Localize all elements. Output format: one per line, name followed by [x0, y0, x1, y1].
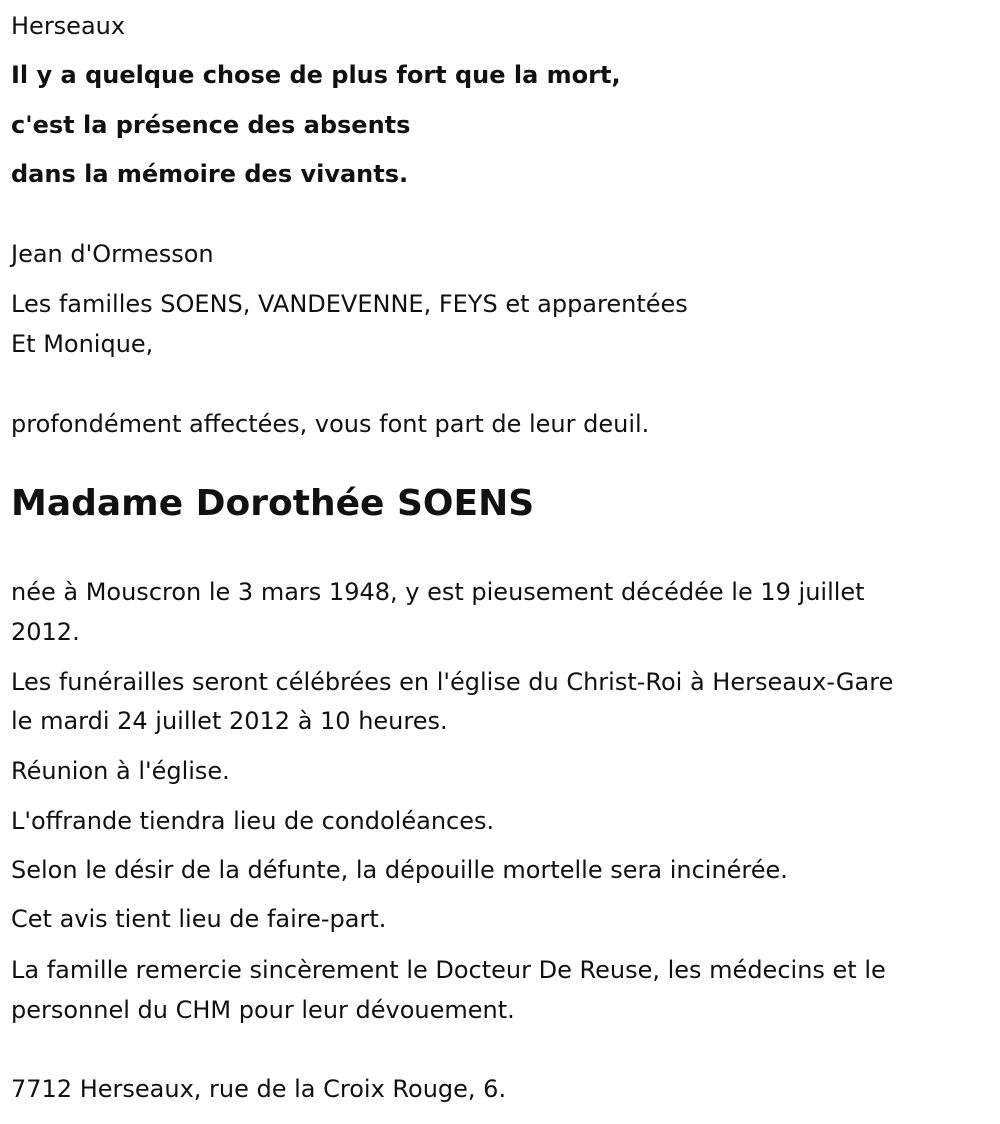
birth-death-line-1: née à Mouscron le 3 mars 1948, y est pieusement décédée le 19 juillet: [11, 578, 865, 606]
families-line-1: Les familles SOENS, VANDEVENNE, FEYS et apparentées: [11, 290, 688, 318]
quote-line-3: dans la mémoire des vivants.: [11, 160, 409, 188]
address: 7712 Herseaux, rue de la Croix Rouge, 6.: [11, 1075, 507, 1103]
deceased-name: Madame Dorothée SOENS: [11, 483, 535, 524]
location: Herseaux: [11, 12, 126, 40]
notice-info: Cet avis tient lieu de faire-part.: [11, 905, 387, 933]
meeting-info: Réunion à l'église.: [11, 757, 230, 785]
offering-info: L'offrande tiendra lieu de condoléances.: [11, 807, 495, 835]
thanks-line-2: personnel du CHM pour leur dévouement.: [11, 996, 515, 1024]
funeral-line-2: le mardi 24 juillet 2012 à 10 heures.: [11, 707, 448, 735]
quote-line-2: c'est la présence des absents: [11, 111, 411, 139]
families-line-2: Et Monique,: [11, 330, 154, 358]
quote-line-1: Il y a quelque chose de plus fort que la mort,: [11, 61, 621, 89]
announcement: profondément affectées, vous font part de leur deuil.: [11, 410, 650, 438]
thanks-line-1: La famille remercie sincèrement le Docteur De Reuse, les médecins et le: [11, 956, 886, 984]
funeral-line-1: Les funérailles seront célébrées en l'église du Christ-Roi à Herseaux-Gare: [11, 668, 894, 696]
cremation-info: Selon le désir de la défunte, la dépouille mortelle sera incinérée.: [11, 856, 788, 884]
birth-death-line-2: 2012.: [11, 618, 80, 646]
quote-author: Jean d'Ormesson: [11, 240, 214, 268]
